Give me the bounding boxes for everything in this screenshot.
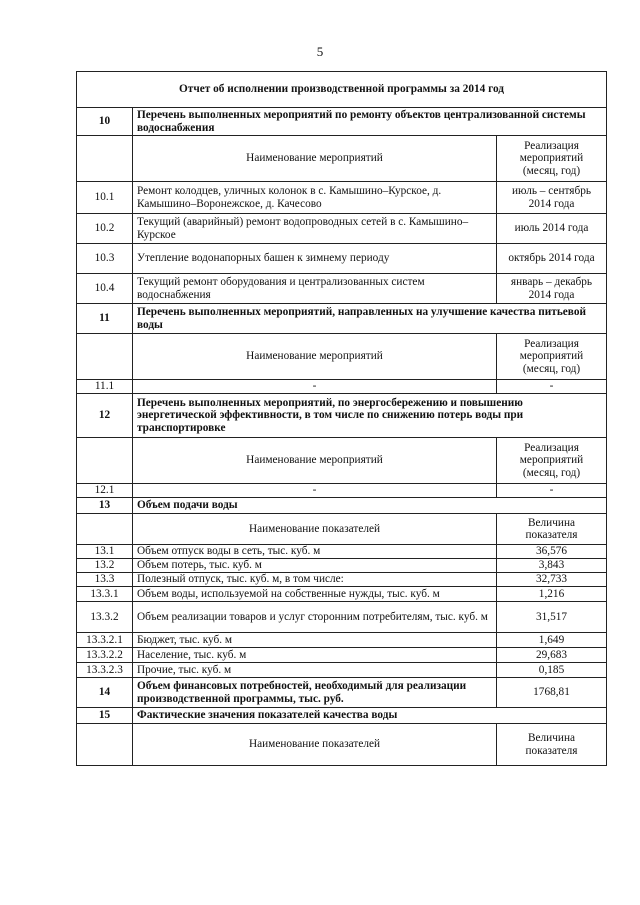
row-number: 13.3.1 — [77, 587, 133, 602]
section-title: Объем финансовых потребностей, необходимый для реализации производственной программы, тыс. руб. — [133, 678, 497, 708]
section-number: 15 — [77, 708, 133, 724]
row-number: 13.3.2.3 — [77, 663, 133, 678]
table-row — [77, 663, 607, 678]
row-number: 13.3.2.1 — [77, 633, 133, 648]
row-value: 32,733 — [497, 573, 607, 587]
section-title: Перечень выполненных мероприятий по ремонту объектов централизованной системы водоснабжения — [133, 108, 607, 136]
row-name: Текущий (аварийный) ремонт водопроводных сетей в с. Камышино–Курское — [133, 214, 497, 244]
column-header-name: Наименование мероприятий — [133, 334, 497, 380]
section-title: Объем подачи воды — [133, 498, 607, 514]
row-value: январь – декабрь 2014 года — [497, 274, 607, 304]
section-15-header — [77, 708, 607, 724]
table-row — [77, 545, 607, 559]
report-title: Отчет об исполнении производственной программы за 2014 год — [77, 72, 607, 108]
column-header-row — [77, 514, 607, 545]
section-number: 14 — [77, 678, 133, 708]
table-row — [77, 559, 607, 573]
row-value: октябрь 2014 года — [497, 244, 607, 274]
row-number: 11.1 — [77, 380, 133, 394]
table-row — [77, 274, 607, 304]
column-header-row — [77, 724, 607, 766]
row-value: 1,216 — [497, 587, 607, 602]
section-14-row — [77, 678, 607, 708]
section-value: 1768,81 — [497, 678, 607, 708]
empty-cell — [77, 334, 133, 380]
table-row — [77, 648, 607, 663]
row-name: Объем реализации товаров и услуг сторонним потребителям, тыс. куб. м — [133, 602, 497, 633]
row-value: 1,649 — [497, 633, 607, 648]
row-name: Объем потерь, тыс. куб. м — [133, 559, 497, 573]
column-header-name: Наименование показателей — [133, 514, 497, 545]
section-12-header — [77, 394, 607, 438]
section-title: Фактические значения показателей качества воды — [133, 708, 607, 724]
empty-cell — [77, 514, 133, 545]
table-row — [77, 244, 607, 274]
table-row — [77, 182, 607, 214]
section-11-header — [77, 304, 607, 334]
row-name: - — [133, 380, 497, 394]
row-value: - — [497, 484, 607, 498]
empty-cell — [77, 438, 133, 484]
column-header-row — [77, 334, 607, 380]
page-number: 5 — [316, 44, 324, 59]
row-name: Утепление водонапорных башен к зимнему периоду — [133, 244, 497, 274]
row-number: 10.1 — [77, 182, 133, 214]
row-value: 36,576 — [497, 545, 607, 559]
table-row — [77, 573, 607, 587]
column-header-value: Величина показателя — [497, 514, 607, 545]
section-number: 13 — [77, 498, 133, 514]
row-number: 10.2 — [77, 214, 133, 244]
column-header-value: Величина показателя — [497, 724, 607, 766]
row-value: 31,517 — [497, 602, 607, 633]
row-value: 0,185 — [497, 663, 607, 678]
row-number: 13.3.2.2 — [77, 648, 133, 663]
column-header-name: Наименование мероприятий — [133, 438, 497, 484]
column-header-name: Наименование показателей — [133, 724, 497, 766]
empty-cell — [77, 724, 133, 766]
row-value: июль – сентябрь 2014 года — [497, 182, 607, 214]
row-number: 10.4 — [77, 274, 133, 304]
column-header-row — [77, 438, 607, 484]
row-value: - — [497, 380, 607, 394]
table-row — [77, 587, 607, 602]
report-title-row — [77, 72, 607, 108]
section-title: Перечень выполненных мероприятий, по энергосбережению и повышению энергетической эффективности, в том числе по снижению потерь воды при транспортировке — [133, 394, 607, 438]
column-header-value: Реализация мероприятий (месяц, год) — [497, 438, 607, 484]
row-value: 3,843 — [497, 559, 607, 573]
table-row — [77, 484, 607, 498]
row-name: Население, тыс. куб. м — [133, 648, 497, 663]
section-13-header — [77, 498, 607, 514]
table-row — [77, 602, 607, 633]
row-name: - — [133, 484, 497, 498]
row-number: 10.3 — [77, 244, 133, 274]
row-value: 29,683 — [497, 648, 607, 663]
column-header-name: Наименование мероприятий — [133, 136, 497, 182]
row-number: 12.1 — [77, 484, 133, 498]
row-number: 13.3 — [77, 573, 133, 587]
table-row — [77, 214, 607, 244]
row-number: 13.2 — [77, 559, 133, 573]
row-name: Прочие, тыс. куб. м — [133, 663, 497, 678]
column-header-row — [77, 136, 607, 182]
report-table — [76, 71, 607, 766]
section-number: 10 — [77, 108, 133, 136]
column-header-value: Реализация мероприятий (месяц, год) — [497, 136, 607, 182]
row-name: Ремонт колодцев, уличных колонок в с. Камышино–Курское, д. Камышино–Воронежское, д. Качесово — [133, 182, 497, 214]
section-number: 12 — [77, 394, 133, 438]
section-title: Перечень выполненных мероприятий, направленных на улучшение качества питьевой воды — [133, 304, 607, 334]
section-number: 11 — [77, 304, 133, 334]
empty-cell — [77, 136, 133, 182]
row-name: Объем отпуск воды в сеть, тыс. куб. м — [133, 545, 497, 559]
row-name: Объем воды, используемой на собственные нужды, тыс. куб. м — [133, 587, 497, 602]
row-name: Текущий ремонт оборудования и централизованных систем водоснабжения — [133, 274, 497, 304]
row-name: Бюджет, тыс. куб. м — [133, 633, 497, 648]
row-number: 13.1 — [77, 545, 133, 559]
table-row — [77, 380, 607, 394]
row-name: Полезный отпуск, тыс. куб. м, в том числе: — [133, 573, 497, 587]
row-value: июль 2014 года — [497, 214, 607, 244]
row-number: 13.3.2 — [77, 602, 133, 633]
section-10-header — [77, 108, 607, 136]
column-header-value: Реализация мероприятий (месяц, год) — [497, 334, 607, 380]
table-row — [77, 633, 607, 648]
